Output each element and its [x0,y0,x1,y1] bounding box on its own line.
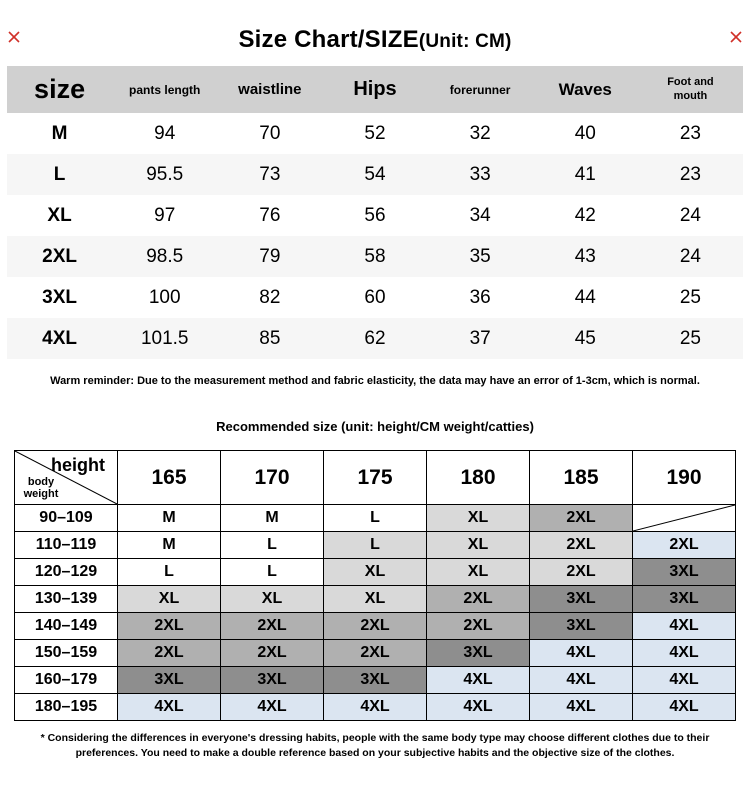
col-header-foot-and-mouth-label: Foot and mouth [667,75,714,102]
rec-cell: 4XL [633,640,736,667]
size-value-cell: 73 [217,154,322,195]
size-value-cell: 34 [469,204,491,226]
size-value-cell: 97 [154,204,176,226]
weight-range-label: 130–139 [15,586,118,613]
col-header-waves: Waves [533,66,638,113]
rec-cell: 3XL [530,586,633,613]
rec-table-row [15,559,736,586]
rec-table-row [15,640,736,667]
size-value-cell: 45 [533,318,638,359]
height-header: 180 [427,451,530,505]
size-table [7,66,743,359]
rec-table-row [15,613,736,640]
size-value-cell: 37 [428,318,533,359]
rec-cell: XL [427,505,530,532]
rec-cell: XL [324,559,427,586]
col-header-size: size [7,66,112,113]
size-row-2xl [7,236,743,277]
rec-cell: 2XL [118,640,221,667]
rec-cell: 2XL [324,613,427,640]
size-value-cell: 36 [469,286,491,308]
col-header-hips: Hips [322,66,427,113]
page-title [0,26,750,54]
rec-cell: L [221,559,324,586]
size-value-cell: 40 [574,122,596,144]
size-value-cell: 25 [679,286,701,308]
col-header-pants-length: pants length [112,66,217,113]
red-corner-mark-icon [8,31,20,43]
size-value-cell: 100 [148,286,181,308]
weight-range-label: 180–195 [15,694,118,721]
height-header: 185 [530,451,633,505]
rec-cell: M [118,532,221,559]
size-value-cell: 95.5 [112,154,217,195]
corner-label-height: height [51,455,105,475]
rec-cell: 4XL [427,694,530,721]
height-header: 165 [118,451,221,505]
size-value-cell: 52 [364,122,386,144]
size-value-cell: 98.5 [112,236,217,277]
size-row-4xl [7,318,743,359]
size-label-cell: 2XL [7,236,112,277]
rec-table-row [15,667,736,694]
rec-cell: 4XL [530,667,633,694]
weight-range-label: 120–129 [15,559,118,586]
size-value-cell: 33 [428,154,533,195]
rec-cell: XL [118,586,221,613]
size-value-cell: 79 [217,236,322,277]
size-label-cell: L [7,154,112,195]
rec-cell: 4XL [530,694,633,721]
size-value-cell: 60 [364,286,386,308]
rec-cell: 4XL [633,694,736,721]
rec-cell: XL [221,586,324,613]
rec-cell: 2XL [118,613,221,640]
rec-cell: L [324,505,427,532]
col-header-waistline: waistline [217,66,322,113]
size-value-cell: 42 [574,204,596,226]
rec-cell: L [221,532,324,559]
rec-cell: 2XL [427,613,530,640]
red-corner-mark-icon [730,31,742,43]
rec-cell: 4XL [221,694,324,721]
size-label-cell: XL [47,204,72,226]
rec-cell: 2XL [530,532,633,559]
rec-cell: 3XL [633,586,736,613]
rec-cell: M [221,505,324,532]
height-header: 175 [324,451,427,505]
rec-cell: 2XL [221,613,324,640]
size-row-xl [7,195,743,236]
size-row-l [7,154,743,195]
size-value-cell: 56 [364,204,386,226]
rec-cell: 3XL [118,667,221,694]
size-label-cell: M [51,122,68,144]
size-label-cell: 4XL [7,318,112,359]
col-header-foot-and-mouth [638,66,743,113]
size-value-cell: 32 [469,122,491,144]
rec-cell: 2XL [427,586,530,613]
page-title-unit: (Unit: CM) [418,31,512,52]
empty-diagonal-cell [633,505,736,532]
weight-range-label: 110–119 [15,532,118,559]
size-value-cell: 24 [638,236,743,277]
rec-cell: 4XL [633,667,736,694]
size-value-cell: 54 [322,154,427,195]
rec-cell: 3XL [427,640,530,667]
rec-cell: 2XL [221,640,324,667]
size-value-cell: 44 [574,286,596,308]
rec-cell: 4XL [633,613,736,640]
corner-label-body-weight: body weight [23,475,59,501]
rec-cell: XL [427,532,530,559]
recommended-size-title: Recommended size (unit: height/CM weight/catties) [216,419,534,434]
size-value-cell: 101.5 [112,318,217,359]
weight-range-label: 140–149 [15,613,118,640]
col-header-forerunner: forerunner [428,66,533,113]
size-value-cell: 41 [533,154,638,195]
footnote-text: * Considering the differences in everyone's dressing habits, people with the same body type may choose different clothes due to their preferences. You need to make a double reference based on your subjective habits and the objective size of the clothes. [40,732,710,760]
size-value-cell: 76 [259,204,281,226]
rec-table-header-row [15,451,736,505]
size-value-cell: 24 [679,204,701,226]
rec-cell: 2XL [530,559,633,586]
size-label-cell: 3XL [42,286,77,308]
rec-cell: 2XL [324,640,427,667]
page-title-main: Size Chart/SIZE [238,26,419,53]
size-table-header-row [7,66,743,113]
size-value-cell: 23 [679,122,701,144]
rec-cell: XL [324,586,427,613]
rec-cell: 3XL [633,559,736,586]
rec-cell: 4XL [118,694,221,721]
size-value-cell: 25 [638,318,743,359]
rec-cell: 4XL [427,667,530,694]
size-row-m [7,113,743,154]
rec-cell: 2XL [633,532,736,559]
weight-range-label: 90–109 [15,505,118,532]
rec-cell: M [118,505,221,532]
rec-cell: 3XL [221,667,324,694]
height-header: 190 [633,451,736,505]
rec-cell: 3XL [324,667,427,694]
weight-range-label: 160–179 [15,667,118,694]
size-value-cell: 82 [259,286,281,308]
rec-table-row [15,586,736,613]
size-value-cell: 62 [322,318,427,359]
rec-cell: 4XL [530,640,633,667]
size-value-cell: 58 [322,236,427,277]
size-value-cell: 35 [428,236,533,277]
rec-cell: L [324,532,427,559]
warm-reminder-text: Warm reminder: Due to the measurement method and fabric elasticity, the data may have an error of 1-3cm, which is normal. [50,375,700,387]
rec-cell: 3XL [530,613,633,640]
weight-range-label: 150–159 [15,640,118,667]
rec-cell: 4XL [324,694,427,721]
size-row-3xl [7,277,743,318]
rec-table-row [15,532,736,559]
size-value-cell: 94 [154,122,176,144]
size-value-cell: 23 [638,154,743,195]
recommended-size-table [14,450,736,721]
size-value-cell: 85 [217,318,322,359]
diagonal-line [633,505,735,531]
size-value-cell: 70 [259,122,281,144]
height-header: 170 [221,451,324,505]
corner-header-cell [15,451,118,505]
rec-cell: XL [427,559,530,586]
rec-table-row [15,694,736,721]
rec-table-row [15,505,736,532]
rec-cell: L [118,559,221,586]
rec-cell: 2XL [530,505,633,532]
size-value-cell: 43 [533,236,638,277]
